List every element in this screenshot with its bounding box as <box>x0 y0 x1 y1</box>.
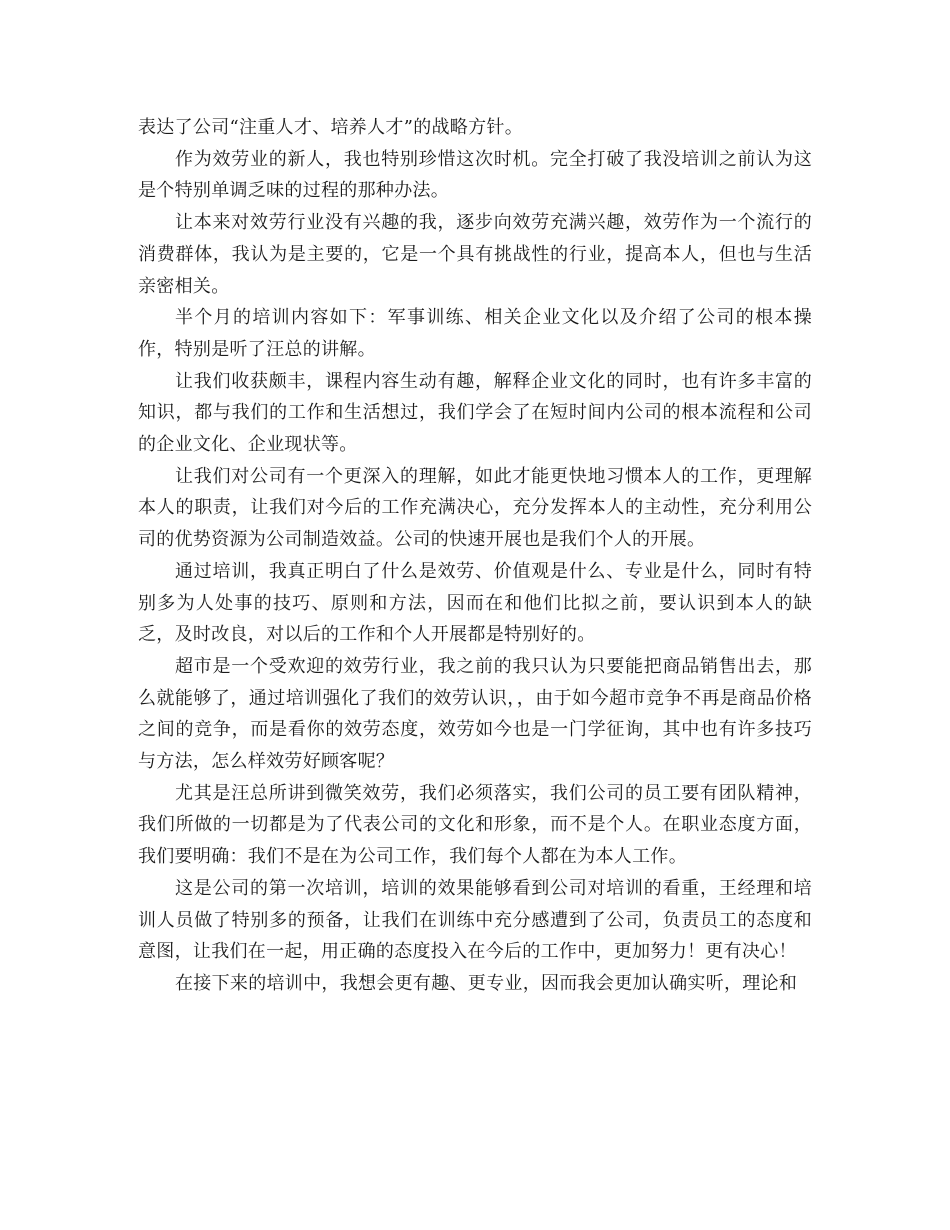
paragraph-6: 让我们对公司有一个更深入的理解，如此才能更快地习惯本人的工作，更理解本人的职责，让我们对今后的工作充满决心，充分发挥本人的主动性，充分利用公司的优势资源为公司制造效益。公司的快速开展也是我们个人的开展。 <box>138 465 812 551</box>
paragraph-9: 尤其是汪总所讲到微笑效劳，我们必须落实，我们公司的员工要有团队精神，我们所做的一切都是为了代表公司的文化和形象，而不是个人。在职业态度方面，我们要明确：我们不是在为公司工作，我们每个人都在为本人工作。 <box>138 782 812 868</box>
paragraph-11: 在接下来的培训中，我想会更有趣、更专业，因而我会更加认确实听，理论和 <box>175 972 798 994</box>
paragraph-8: 超市是一个受欢迎的效劳行业，我之前的我只认为只要能把商品销售出去，那么就能够了，通过培训强化了我们的效劳认识，，由于如今超市竞争不再是商品价格之间的竞争，而是看你的效劳态度，效劳如今也是一门学征询，其中也有许多技巧与方法，怎么样效劳好顾客呢？ <box>138 655 812 773</box>
paragraph-1: 表达了公司“注重人才、培养人才”的战略方针。 <box>138 117 524 138</box>
paragraph-7: 通过培训，我真正明白了什么是效劳、价值观是什么、专业是什么，同时有特别多为人处事的技巧、原则和方法，因而在和他们比拟之前，要认识到本人的缺乏，及时改良，对以后的工作和个人开展都是特别好的。 <box>138 560 812 646</box>
paragraph-10: 这是公司的第一次培训，培训的效果能够看到公司对培训的看重，王经理和培训人员做了特别多的预备，让我们在训练中充分感遭到了公司，负责员工的态度和意图，让我们在一起，用正确的态度投入在今后的工作中，更加努力！更有决心！ <box>138 877 812 963</box>
paragraph-5: 让我们收获颇丰，课程内容生动有趣，解释企业文化的同时，也有许多丰富的知识，都与我们的工作和生活想过，我们学会了在短时间内公司的根本流程和公司的企业文化、企业现状等。 <box>138 370 812 456</box>
paragraph-4: 半个月的培训内容如下：军事训练、相关企业文化以及介绍了公司的根本操作，特别是听了汪总的讲解。 <box>138 307 812 360</box>
paragraph-2: 作为效劳业的新人，我也特别珍惜这次时机。完全打破了我没培训之前认为这是个特别单调乏味的过程的那种办法。 <box>138 148 812 202</box>
document-body <box>138 112 812 1000</box>
paragraph-3: 让本来对效劳行业没有兴趣的我，逐步向效劳充满兴趣，效劳作为一个流行的消费群体，我认为是主要的，它是一个具有挑战性的行业，提高本人，但也与生活亲密相关。 <box>138 212 812 297</box>
